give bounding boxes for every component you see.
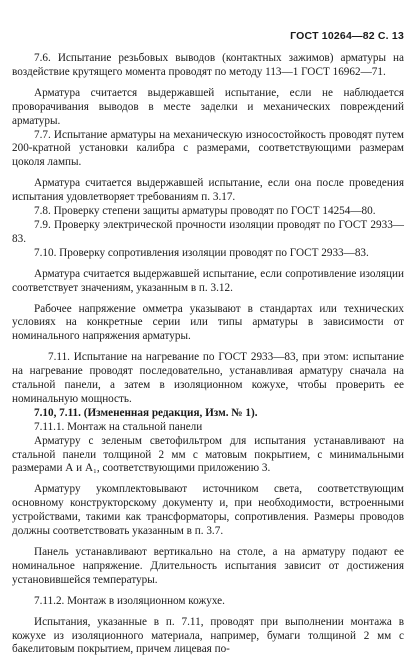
paragraph-7-8: 7.8. Проверку степени защиты арматуры проводят по ГОСТ 14254—80. (34, 205, 376, 218)
paragraph: Арматура считается выдержавшей испытание, если сопротивление изоляции соответствует значениям, указанным в п. 3.12. (12, 267, 404, 294)
paragraph-7-11: 7.11. Испытание на нагревание по ГОСТ 2933—83, при этом: испытание на нагревание проводят последовательно, устанавливая арматуру сначала на стальной панели, а затем в изоляционном кожухе, чтобы проверить ее номинальную мощность. (12, 351, 404, 405)
paragraph-7-6: 7.6. Испытание резьбовых выводов (контактных зажимов) арматуры на воздействие крутящего момента проводят по методу 113—1 ГОСТ 16962—71. (12, 52, 404, 78)
section-heading-7-11-2: 7.11.2. Монтаж в изоляционном кожухе. (34, 594, 225, 607)
paragraph-7-9: 7.9. Проверку электрической прочности изоляции проводят по ГОСТ 2933—83. (12, 218, 404, 245)
paragraph-7-10: 7.10. Проверку сопротивления изоляции проводят по ГОСТ 2933—83. (34, 246, 369, 259)
paragraph: Рабочее напряжение омметра указывают в стандартах или технических условиях на конкретные серии или типы арматуры в зависимости от номинального напряжения арматуры. (12, 302, 404, 343)
paragraph-7-7: 7.7. Испытание арматуры на механическую износостойкость проводят путем 200-кратной установки калибра с размерами, соответствующими размерам цоколя лампы. (12, 128, 404, 169)
paragraph: Арматура считается выдержавшей испытание, если она после проведения испытания удовлетворяет требованиям п. 3.17. (12, 177, 404, 204)
paragraph: Арматура считается выдержавшей испытание, если не наблюдается проворачивания выводов в месте заделки и механических повреждений арматуры. (12, 86, 404, 127)
paragraph: Испытания, указанные в п. 7.11, проводят при выполнении монтажа в кожухе из изоляционного материала, например, бумаги толщиной 2 мм с бакелитовым покрытием, причем лицевая по- (12, 615, 404, 656)
paragraph: Арматуру укомплектовывают источником света, соответствующим основному конструкторскому документу и, при необходимости, встроенными устройствами, такими как трансформаторы, сопротивления. Размеры проводов должны соответствовать указанным в п. 3.7. (12, 483, 404, 538)
section-heading-7-11-1: 7.11.1. Монтаж на стальной панели (34, 420, 203, 433)
amendment-note: 7.10, 7.11. (Измененная редакция, Изм. № 1). (34, 406, 258, 419)
document-body (12, 52, 404, 657)
paragraph: Арматуру с зеленым светофильтром для испытания устанавливают на стальной панели толщиной 2 мм с матовым покрытием, с минимальными размерами А и А₁, соответствующими приложению 3. (12, 434, 404, 475)
page-header: ГОСТ 10264—82 С. 13 (290, 30, 404, 42)
paragraph: Панель устанавливают вертикально на столе, а на арматуру подают ее номинальное напряжение. Длительность испытания зависит от достижения установившейся температуры. (12, 546, 404, 586)
